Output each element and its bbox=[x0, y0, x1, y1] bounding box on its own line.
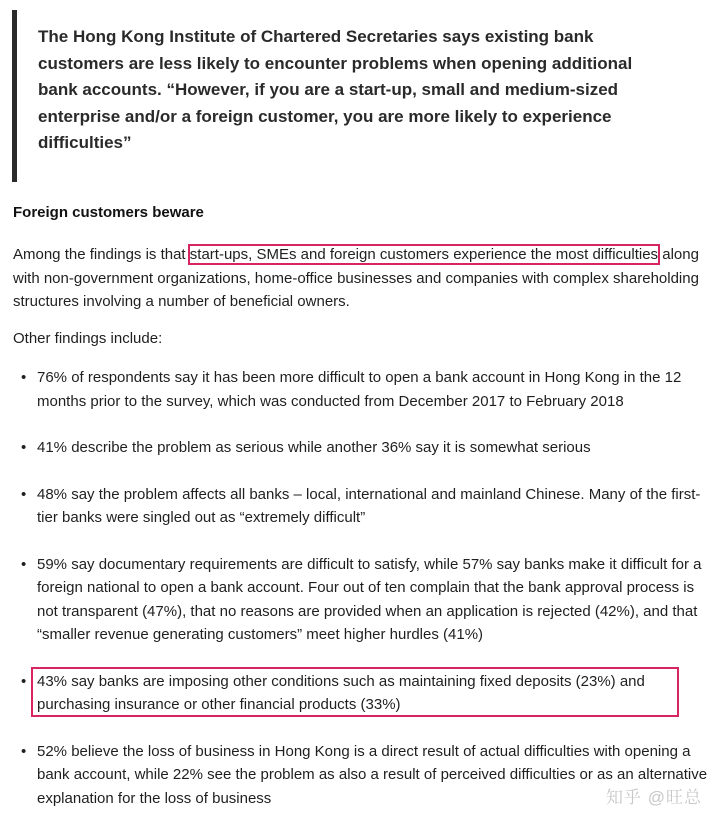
list-item bbox=[0, 366, 712, 413]
other-findings-label: Other findings include: bbox=[13, 330, 163, 347]
intro-text-before: Among the findings is that bbox=[13, 246, 190, 263]
intro-paragraph bbox=[13, 243, 713, 314]
bullet: • bbox=[21, 485, 27, 503]
finding-text: 59% say documentary requirements are difficult to satisfy, while 57% say banks make it difficult for a foreign national to open a bank account. Four out of ten complain that the bank approval process is not transparent (47%), that no reasons are provided when an application is rejected (42%), and that “smaller revenue generating customers” meet higher hurdles (41%) bbox=[37, 555, 702, 643]
list-item bbox=[0, 553, 712, 647]
finding-text: 41% describe the problem as serious while another 36% say it is somewhat serious bbox=[37, 439, 591, 456]
finding-text: 52% believe the loss of business in Hong Kong is a direct result of actual difficulties with opening a bank account, while 22% see the problem as also a result of perceived difficulties or as an alternative explanation for the loss of business bbox=[37, 742, 708, 807]
section-heading: Foreign customers beware bbox=[13, 204, 204, 221]
bullet: • bbox=[21, 742, 27, 760]
finding-text: 43% say banks are imposing other conditions such as maintaining fixed deposits (23%) and purchasing insurance or other financial products (33%) bbox=[37, 672, 645, 713]
bullet: • bbox=[21, 672, 27, 690]
bullet: • bbox=[21, 369, 27, 386]
findings-list bbox=[0, 366, 712, 810]
bullet: • bbox=[21, 439, 27, 456]
watermark: 知乎 @旺总 bbox=[606, 788, 702, 807]
highlighted-phrase: start-ups, SMEs and foreign customers experience the most difficulties bbox=[189, 246, 659, 263]
bullet: • bbox=[21, 555, 27, 573]
pull-quote-text: The Hong Kong Institute of Chartered Secretaries says existing bank customers are less likely to encounter problems when opening additional bank accounts. “However, if you are a start-up, small and medium-sized enterprise and/or a foreign customer, you are more likely to experience difficulties” bbox=[38, 27, 633, 152]
finding-text: 48% say the problem affects all banks – local, international and mainland Chinese. Many of the first-tier banks were singled out as “extremely difficult” bbox=[37, 485, 701, 526]
finding-text: 76% of respondents say it has been more difficult to open a bank account in Hong Kong in the 12 months prior to the survey, which was conducted from December 2017 to February 2018 bbox=[37, 369, 682, 410]
list-item bbox=[0, 436, 712, 460]
list-item-highlighted bbox=[0, 670, 712, 717]
list-item bbox=[0, 483, 712, 530]
highlight-box bbox=[31, 667, 679, 717]
intro-text-after: along with non-government organizations, home-office businesses and companies with complex shareholding structures involving a number of beneficial owners. bbox=[13, 246, 699, 310]
pull-quote bbox=[12, 10, 672, 182]
